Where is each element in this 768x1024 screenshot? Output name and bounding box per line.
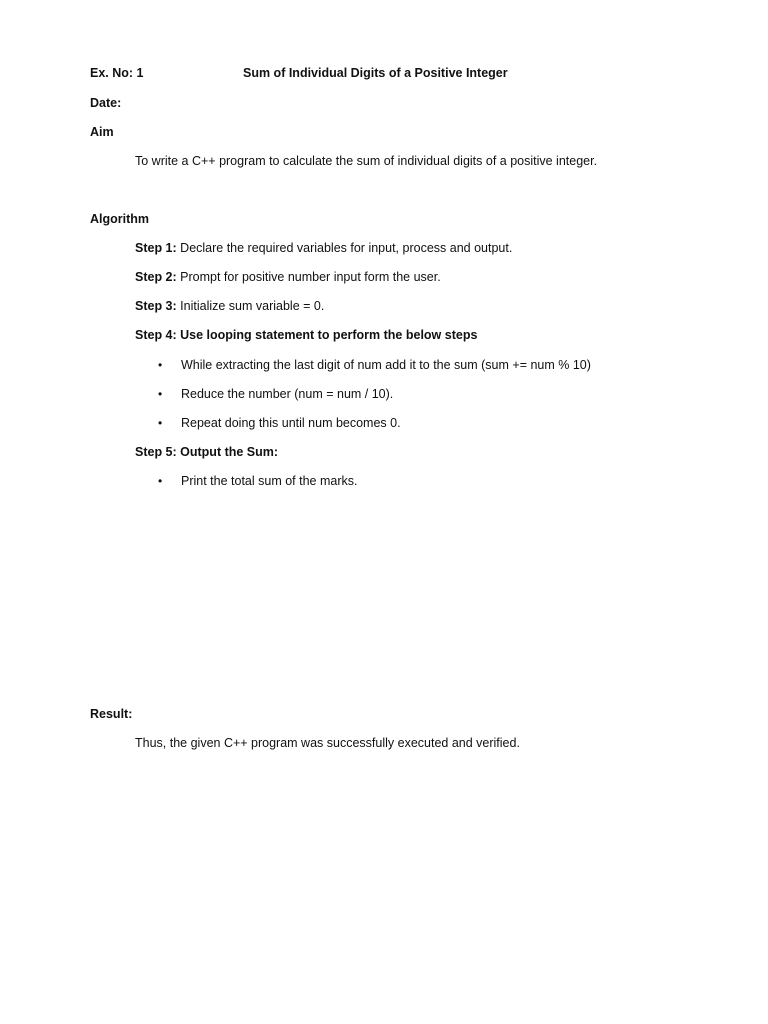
document-title: Sum of Individual Digits of a Positive Integer [243,66,508,80]
aim-text: To write a C++ program to calculate the sum of individual digits of a positive integer. [135,154,598,168]
exercise-number: Ex. No: 1 [90,66,144,80]
aim-heading: Aim [90,125,114,139]
step-5: Step 5: Output the Sum: [135,445,279,459]
step-4-bullet-2: Reduce the number (num = num / 10). [181,387,394,401]
step-2-label: Step 2: [135,270,177,284]
date-label: Date: [90,96,122,110]
step-3 [135,298,324,314]
step-5-bullet-1: Print the total sum of the marks. [181,474,358,488]
step-4: Step 4: Use looping statement to perform the below steps [135,328,478,342]
step-3-text: Initialize sum variable = 0. [176,299,325,313]
step-2 [135,269,441,285]
bullet-icon: • [158,416,163,430]
result-text: Thus, the given C++ program was successfully executed and verified. [135,736,520,750]
step-3-label: Step 3: [135,299,177,313]
step-1 [135,240,512,256]
step-1-text: Declare the required variables for input, process and output. [176,241,513,255]
step-2-text: Prompt for positive number input form the user. [176,270,441,284]
step-4-bullet-1: While extracting the last digit of num add it to the sum (sum += num % 10) [181,358,591,372]
step-1-label: Step 1: [135,241,177,255]
bullet-icon: • [158,474,163,488]
bullet-icon: • [158,387,163,401]
algorithm-heading: Algorithm [90,212,150,226]
result-heading: Result: [90,707,133,721]
bullet-icon: • [158,358,163,372]
step-4-bullet-3: Repeat doing this until num becomes 0. [181,416,401,430]
